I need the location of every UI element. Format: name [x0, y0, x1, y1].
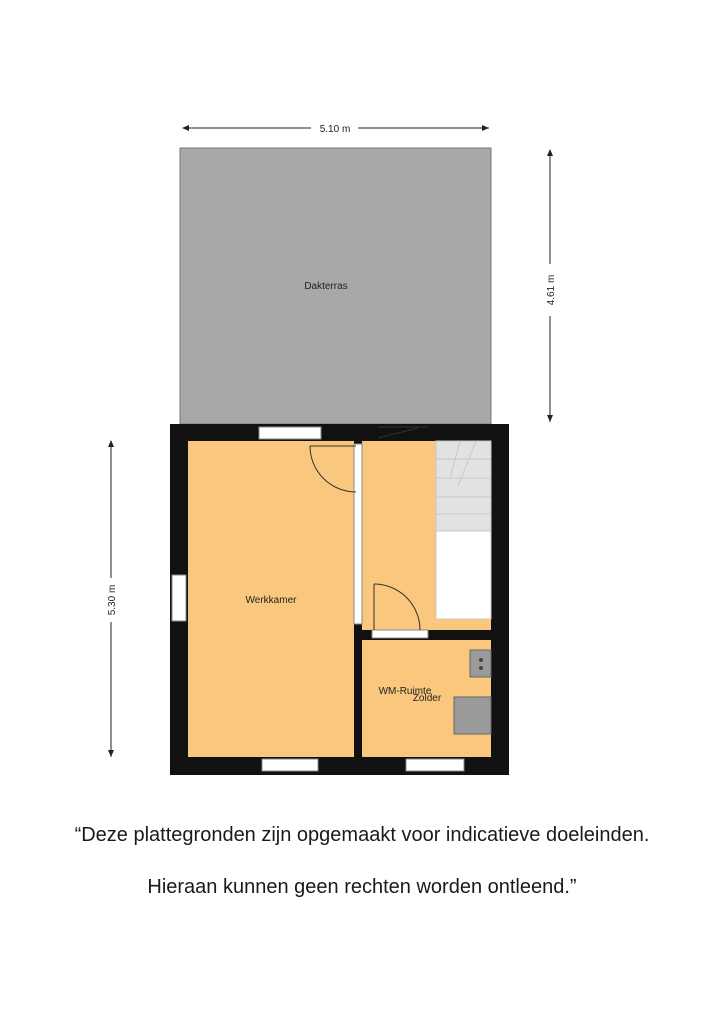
- terrace-label: Dakterras: [304, 281, 348, 292]
- floor-depth-label: 5.30 m: [107, 584, 118, 616]
- terrace-depth-label: 4.61 m: [546, 274, 557, 306]
- laundry-label: WM-Ruimte: [378, 686, 432, 697]
- disclaimer-line-2: Hieraan kunnen geen rechten worden ontleend.”: [147, 876, 577, 898]
- terrace-width-label: 5.10 m: [319, 124, 351, 135]
- study-label: Werkkamer: [245, 595, 297, 606]
- attic-label: Zolder: [412, 693, 442, 704]
- staircase: [436, 441, 491, 619]
- disclaimer-line-1: “Deze plattegronden zijn opgemaakt voor indicatieve doeleinden.: [74, 824, 650, 846]
